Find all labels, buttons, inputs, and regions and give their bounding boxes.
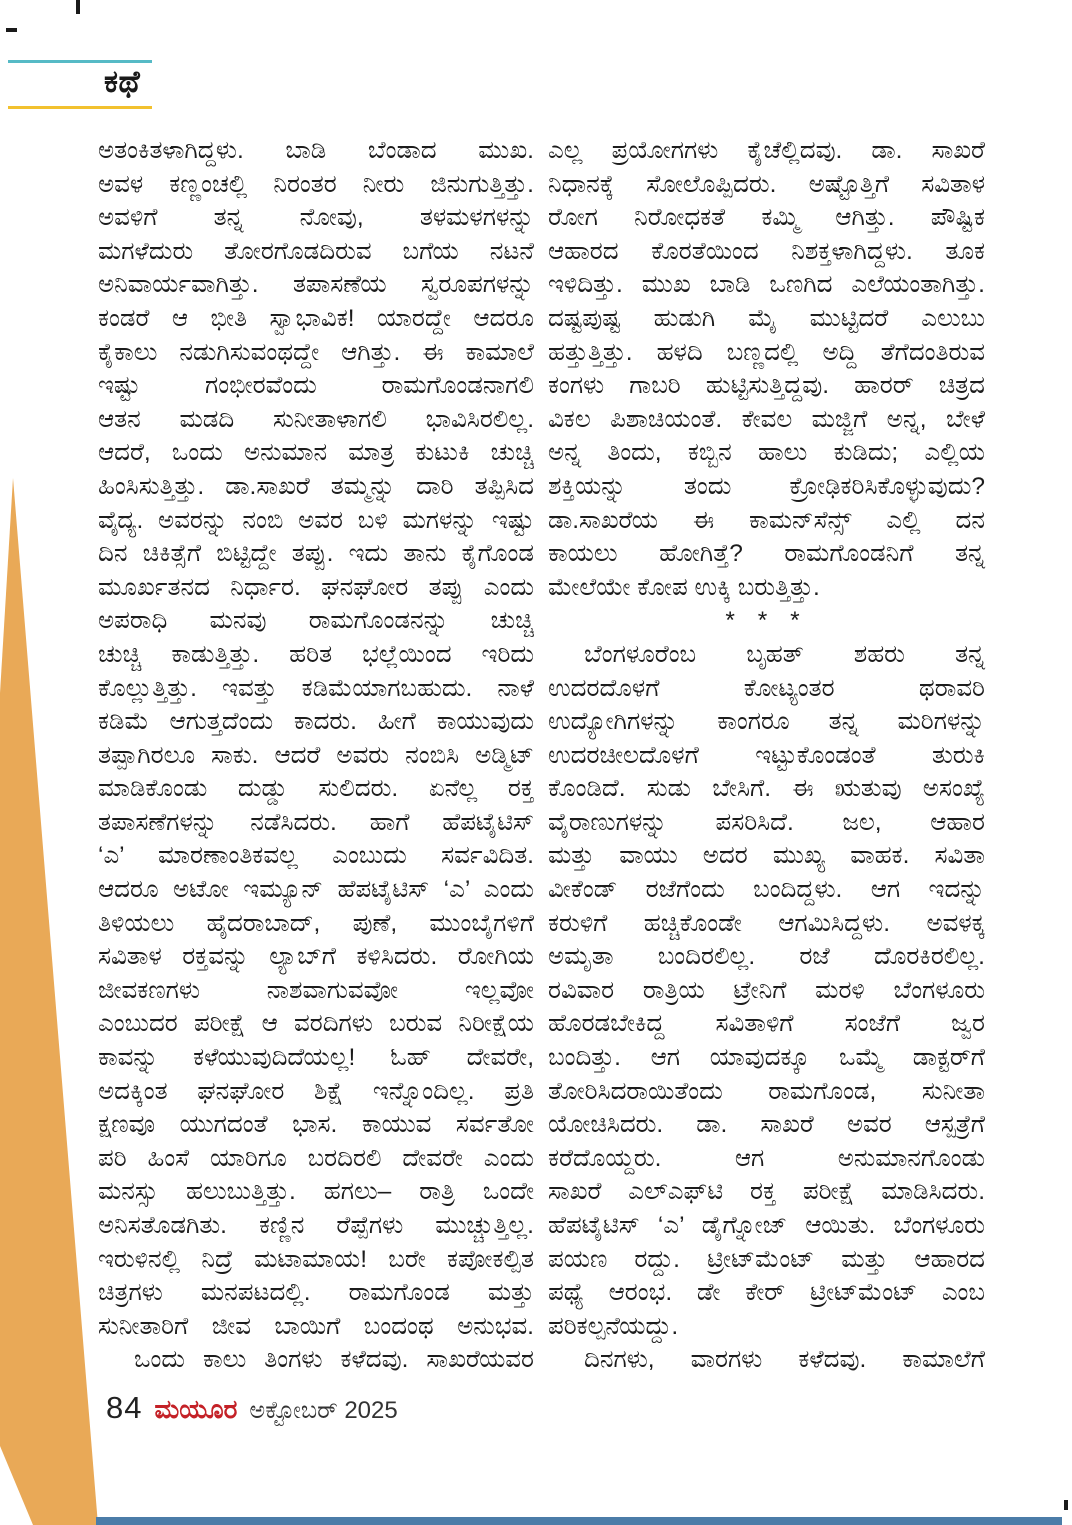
text-line: ಸುನೀತಾರಿಗೆ ಜೀವ ಬಾಯಿಗೆ ಬಂದಂಥ ಅನುಭವ.	[98, 1312, 534, 1340]
text-line: ವೈದ್ಯ. ಅವರನ್ನು ನಂಬಿ ಅವರ ಬಳಿ ಮಗಳನ್ನು ಇಷ್ಟು	[98, 506, 534, 534]
text-line: ವೀಕೆಂಡ್ ರಜೆಗೆಂದು ಬಂದಿದ್ದಳು. ಆಗ ಇದನ್ನು	[548, 876, 985, 904]
text-line: ಉದರಚೀಲದೊಳಗೆ ಇಟ್ಟುಕೊಂಡಂತೆ ತುರುಕಿ	[548, 741, 985, 769]
text-line: ಬಂದಿತ್ತು. ಆಗ ಯಾವುದಕ್ಕೂ ಒಮ್ಮೆ ಡಾಕ್ಟರ್‌ಗೆ	[548, 1044, 985, 1072]
text-line: ಅದಕ್ಕಿಂತ ಘನಘೋರ ಶಿಕ್ಷೆ ಇನ್ನೊಂದಿಲ್ಲ. ಪ್ರತಿ	[98, 1077, 534, 1105]
text-line: ವೈರಾಣುಗಳನ್ನು ಪಸರಿಸಿದೆ. ಜಲ, ಆಹಾರ	[548, 808, 985, 836]
orange-wedge-decoration	[0, 478, 110, 1525]
text-line: ಮನಸ್ಸು ಹಲುಬುತ್ತಿತ್ತು. ಹಗಲು– ರಾತ್ರಿ ಒಂದೇ	[98, 1178, 534, 1206]
text-line: ಪಥ್ಯೆ ಆರಂಭ. ಡೇ ಕೇರ್ ಟ್ರೀಟ್‌ಮೆಂಟ್ ಎಂಬ	[548, 1279, 985, 1307]
text-line: ಕ್ಷಣವೂ ಯುಗದಂತೆ ಭಾಸ. ಕಾಯುವ ಸರ್ವತೋ	[98, 1111, 534, 1139]
text-line: ಸವಿತಾಳ ರಕ್ತವನ್ನು ಲ್ಯಾಬ್‌ಗೆ ಕಳಿಸಿದರು. ರೋಗಿಯ	[98, 943, 534, 971]
text-line: ಅವಳಿಗೆ ತನ್ನ ನೋವು, ತಳಮಳಗಳನ್ನು	[98, 204, 534, 232]
text-line: ಚಿತ್ರಗಳು ಮನಪಟದಲ್ಲಿ. ರಾಮಗೊಂಡ ಮತ್ತು	[98, 1279, 534, 1307]
text-line: ಮೇಲೆಯೇ ಕೋಪ ಉಕ್ಕಿ ಬರುತ್ತಿತ್ತು.	[548, 573, 820, 601]
text-line: ಕಡಿಮೆ ಆಗುತ್ತದೆಂದು ಕಾದರು. ಹೀಗೆ ಕಾಯುವುದು	[98, 708, 534, 736]
text-line: ತಪ್ಪಾಗಿರಲೂ ಸಾಕು. ಆದರೆ ಅವರು ನಂಬಿಸಿ ಅಡ್ಮಿಟ್	[98, 741, 534, 769]
right-column	[548, 134, 985, 1377]
text-line: ಮೂರ್ಖತನದ ನಿರ್ಧಾರ. ಘನಘೋರ ತಪ್ಪು ಎಂದು	[98, 573, 534, 601]
text-line: ಬೆಂಗಳೂರೆಂಬ ಬೃಹತ್ ಶಹರು ತನ್ನ	[584, 640, 985, 668]
text-line: ಎಂಬುದರ ಪರೀಕ್ಷೆ ಆ ವರದಿಗಳು ಬರುವ ನಿರೀಕ್ಷೆಯ	[98, 1010, 534, 1038]
text-line: ಅಪರಾಧಿ ಮನವು ರಾಮಗೊಂಡನನ್ನು ಚುಚ್ಚಿ	[98, 607, 534, 635]
text-line: ಮಾಡಿಕೊಂಡು ದುಡ್ಡು ಸುಲಿದರು. ಏನೆಲ್ಲ ರಕ್ತ	[98, 775, 534, 803]
text-line: ಡಾ.ಸಾಖರೆಯ ಈ ಕಾಮನ್‌ಸೆನ್ಸ್ ಎಲ್ಲಿ ದನ	[548, 506, 985, 534]
text-line: ಕಾಯಲು ಹೋಗಿತ್ತೆ? ರಾಮಗೊಂಡನಿಗೆ ತನ್ನ	[548, 540, 985, 568]
text-line: ದಷ್ಟಪುಷ್ಟ ಹುಡುಗಿ ಮೈ ಮುಟ್ಟಿದರೆ ಎಲುಬು	[548, 304, 985, 332]
text-line: ದಿನ ಚಿಕಿತ್ಸೆಗೆ ಬಿಟ್ಟಿದ್ದೇ ತಪ್ಪು. ಇದು ತಾನು ಕೈಗೊಂಡ	[98, 540, 534, 568]
section-label: ಕಥೆ	[104, 64, 141, 99]
text-line: ಇಷ್ಟು ಗಂಭೀರವೆಂದು ರಾಮಗೊಂಡನಾಗಲಿ	[98, 372, 534, 400]
magazine-logo: ಮಯೂರ	[154, 1394, 238, 1424]
text-line: ಉದರದೊಳಗೆ ಕೋಟ್ಯಂತರ ಥರಾವರಿ	[548, 674, 985, 702]
text-line: ರವಿವಾರ ರಾತ್ರಿಯ ಟ್ರೇನಿಗೆ ಮರಳಿ ಬೆಂಗಳೂರು	[548, 976, 985, 1004]
text-line: ನಿಧಾನಕ್ಕೆ ಸೋಲೊಪ್ಪಿದರು. ಅಷ್ಟೊತ್ತಿಗೆ ಸವಿತಾಳ	[548, 170, 985, 198]
text-line: ದಿನಗಳು, ವಾರಗಳು ಕಳೆದವು. ಕಾಮಾಲೆಗೆ	[584, 1346, 985, 1374]
text-line: ಸಾಖರೆ ಎಲ್‌ಎಫ್‌ಟಿ ರಕ್ತ ಪರೀಕ್ಷೆ ಮಾಡಿಸಿದರು.	[548, 1178, 985, 1206]
text-line: ತಪಾಸಣೆಗಳನ್ನು ನಡೆಸಿದರು. ಹಾಗೆ ಹೆಪಟೈಟಿಸ್	[98, 808, 534, 836]
text-line: ಇಳಿದಿತ್ತು. ಮುಖ ಬಾಡಿ ಒಣಗಿದ ಎಲೆಯಂತಾಗಿತ್ತು.	[548, 271, 985, 299]
text-line: ಪರಿಕಲ್ಪನೆಯದ್ದು.	[548, 1312, 679, 1340]
text-line: ಅನಿಸತೊಡಗಿತು. ಕಣ್ಣಿನ ರೆಪ್ಪೆಗಳು ಮುಚ್ಚುತ್ತಿಲ್ಲ.	[98, 1212, 534, 1239]
text-line: ಅವಳ ಕಣ್ಣಂಚಲ್ಲಿ ನಿರಂತರ ನೀರು ಜಿನುಗುತ್ತಿತ್ತು.	[98, 170, 534, 198]
text-line: ಉದ್ಯೋಗಿಗಳನ್ನು ಕಾಂಗರೂ ತನ್ನ ಮರಿಗಳನ್ನು	[548, 708, 985, 736]
text-line: ಎಲ್ಲ ಪ್ರಯೋಗಗಳು ಕೈಚೆಲ್ಲಿದವು. ಡಾ. ಸಾಖರೆ	[548, 137, 985, 164]
issue-date: ಅಕ್ಟೋಬರ್ 2025	[249, 1397, 398, 1424]
text-line: ಹೆಪಟೈಟಿಸ್ ‘ಎ’ ಡೈಗ್ನೋಜ್ ಆಯಿತು. ಬೆಂಗಳೂರು	[548, 1212, 985, 1239]
text-line: ಕೈಕಾಲು ನಡುಗಿಸುವಂಥದ್ದೇ ಆಗಿತ್ತು. ಈ ಕಾಮಾಲೆ	[98, 338, 534, 366]
text-line: ‘ಎ’ ಮಾರಣಾಂತಿಕವಲ್ಲ ಎಂಬುದು ಸರ್ವವಿದಿತ.	[98, 842, 534, 870]
crop-mark	[76, 0, 80, 14]
text-line: ತೋರಿಸಿದರಾಯಿತೆಂದು ರಾಮಗೊಂಡ, ಸುನೀತಾ	[548, 1077, 985, 1105]
text-line: ಪರಿ ಹಿಂಸೆ ಯಾರಿಗೂ ಬರದಿರಲಿ ದೇವರೇ ಎಂದು	[98, 1144, 534, 1172]
crop-mark	[1064, 1500, 1068, 1510]
text-line: ಕರುಳಿಗೆ ಹಚ್ಚಿಕೊಂಡೇ ಆಗಮಿಸಿದ್ದಳು. ಅವಳಕ್ಕ	[548, 909, 985, 937]
header-rule-yellow	[8, 106, 152, 109]
text-line: ಅಮೃತಾ ಬಂದಿರಲಿಲ್ಲ. ರಜೆ ದೊರಕಿರಲಿಲ್ಲ.	[548, 943, 985, 971]
text-line: ಕಾವನ್ನು ಕಳೆಯುವುದಿದೆಯಲ್ಲ! ಓಹ್ ದೇವರೇ,	[98, 1044, 534, 1072]
text-line: ರೋಗ ನಿರೋಧಕತೆ ಕಮ್ಮಿ ಆಗಿತ್ತು. ಪೌಷ್ಟಿಕ	[548, 204, 985, 232]
text-line: ಅತಂಕಿತಳಾಗಿದ್ದಳು. ಬಾಡಿ ಬೆಂಡಾದ ಮುಖ.	[98, 137, 534, 164]
text-line: ಶಕ್ತಿಯನ್ನು ತಂದು ಕ್ರೋಢಿಕರಿಸಿಕೊಳ್ಳುವುದು?	[548, 472, 985, 500]
text-line: ಚುಚ್ಚಿ ಕಾಡುತ್ತಿತ್ತು. ಹರಿತ ಭಲ್ಲೆಯಿಂದ ಇರಿದು	[98, 640, 534, 668]
text-line: ಇರುಳಿನಲ್ಲಿ ನಿದ್ರೆ ಮಟಾಮಾಯ! ಬರೇ ಕಪೋಕಲ್ಪಿತ	[98, 1245, 534, 1273]
text-line: * * *	[725, 607, 808, 635]
left-column	[98, 134, 534, 1377]
crop-mark	[6, 28, 17, 32]
text-line: ಜೀವಕಣಗಳು ನಾಶವಾಗುವವೋ ಇಲ್ಲವೋ	[98, 976, 534, 1004]
text-line: ಆತನ ಮಡದಿ ಸುನೀತಾಳಾಗಲಿ ಭಾವಿಸಿರಲಿಲ್ಲ.	[98, 405, 534, 433]
text-line: ಮಗಳೆದುರು ತೋರಗೊಡದಿರುವ ಬಗೆಯ ನಟನೆ	[98, 237, 534, 265]
text-line: ಆಹಾರದ ಕೊರತೆಯಿಂದ ನಿಶಕ್ತಳಾಗಿದ್ದಳು. ತೂಕ	[548, 237, 985, 265]
text-line: ಅನ್ನ ತಿಂದು, ಕಬ್ಬಿನ ಹಾಲು ಕುಡಿದು; ಎಲ್ಲಿಯ	[548, 439, 985, 467]
page-footer	[106, 1390, 398, 1426]
text-line: ಮತ್ತು ವಾಯು ಅದರ ಮುಖ್ಯ ವಾಹಕ. ಸವಿತಾ	[548, 842, 985, 870]
page-number: 84	[106, 1390, 143, 1425]
text-line: ಕರೆದೊಯ್ದರು. ಆಗ ಅನುಮಾನಗೊಂಡು	[548, 1144, 985, 1172]
text-line: ಕೊಲ್ಲುತ್ತಿತ್ತು. ಇವತ್ತು ಕಡಿಮೆಯಾಗಬಹುದು. ನಾಳೆ	[98, 674, 534, 702]
text-line: ಹಿಂಸಿಸುತ್ತಿತ್ತು. ಡಾ.ಸಾಖರೆ ತಮ್ಮನ್ನು ದಾರಿ ತಪ್ಪಿಸಿದ	[98, 472, 534, 500]
text-line: ಹೊರಡಬೇಕಿದ್ದ ಸವಿತಾಳಿಗೆ ಸಂಜೆಗೆ ಜ್ವರ	[548, 1010, 985, 1038]
text-line: ಯೋಚಿಸಿದರು. ಡಾ. ಸಾಖರೆ ಅವರ ಆಸ್ಪತ್ರೆಗೆ	[548, 1111, 985, 1139]
text-line: ಆದರೆ, ಒಂದು ಅನುಮಾನ ಮಾತ್ರ ಕುಟುಕಿ ಚುಚ್ಚಿ	[98, 439, 534, 467]
text-line: ಆದರೂ ಅಟೋ ಇಮ್ಯೂನ್ ಹೆಪಟೈಟಿಸ್ ‘ಎ’ ಎಂದು	[98, 876, 534, 904]
text-line: ಕೊಂಡಿದೆ. ಸುಡು ಬೇಸಿಗೆ. ಈ ಋತುವು ಅಸಂಖ್ಯೆ	[548, 775, 985, 803]
header-rule-cyan	[8, 60, 152, 63]
text-line: ತಿಳಿಯಲು ಹೈದರಾಬಾದ್, ಪುಣೆ, ಮುಂಬೈಗಳಿಗೆ	[98, 909, 534, 937]
text-line: ಕಂಡರೆ ಆ ಭೀತಿ ಸ್ವಾಭಾವಿಕ! ಯಾರದ್ದೇ ಆದರೂ	[98, 304, 534, 332]
text-line: ಪಯಣ ರದ್ದು. ಟ್ರೀಟ್‌ಮೆಂಟ್ ಮತ್ತು ಆಹಾರದ	[548, 1245, 985, 1273]
text-line: ಹತ್ತುತ್ತಿತ್ತು. ಹಳದಿ ಬಣ್ಣದಲ್ಲಿ ಅದ್ದಿ ತೆಗೆದಂತಿರುವ	[548, 338, 985, 366]
text-line: ವಿಕಲ ಪಿಶಾಚಿಯಂತೆ. ಕೇವಲ ಮಜ್ಜಿಗೆ ಅನ್ನ, ಬೇಳೆ	[548, 405, 985, 433]
text-line: ಒಂದು ಕಾಲು ತಿಂಗಳು ಕಳೆದವು. ಸಾಖರೆಯವರ	[134, 1346, 534, 1374]
text-line: ಅನಿವಾರ್ಯವಾಗಿತ್ತು. ತಪಾಸಣೆಯ ಸ್ವರೂಪಗಳನ್ನು	[98, 271, 534, 299]
text-line: ಕಂಗಳು ಗಾಬರಿ ಹುಟ್ಟಿಸುತ್ತಿದ್ದವು. ಹಾರರ್ ಚಿತ್ರದ	[548, 372, 985, 400]
bottom-blue-bar	[96, 1517, 1062, 1525]
